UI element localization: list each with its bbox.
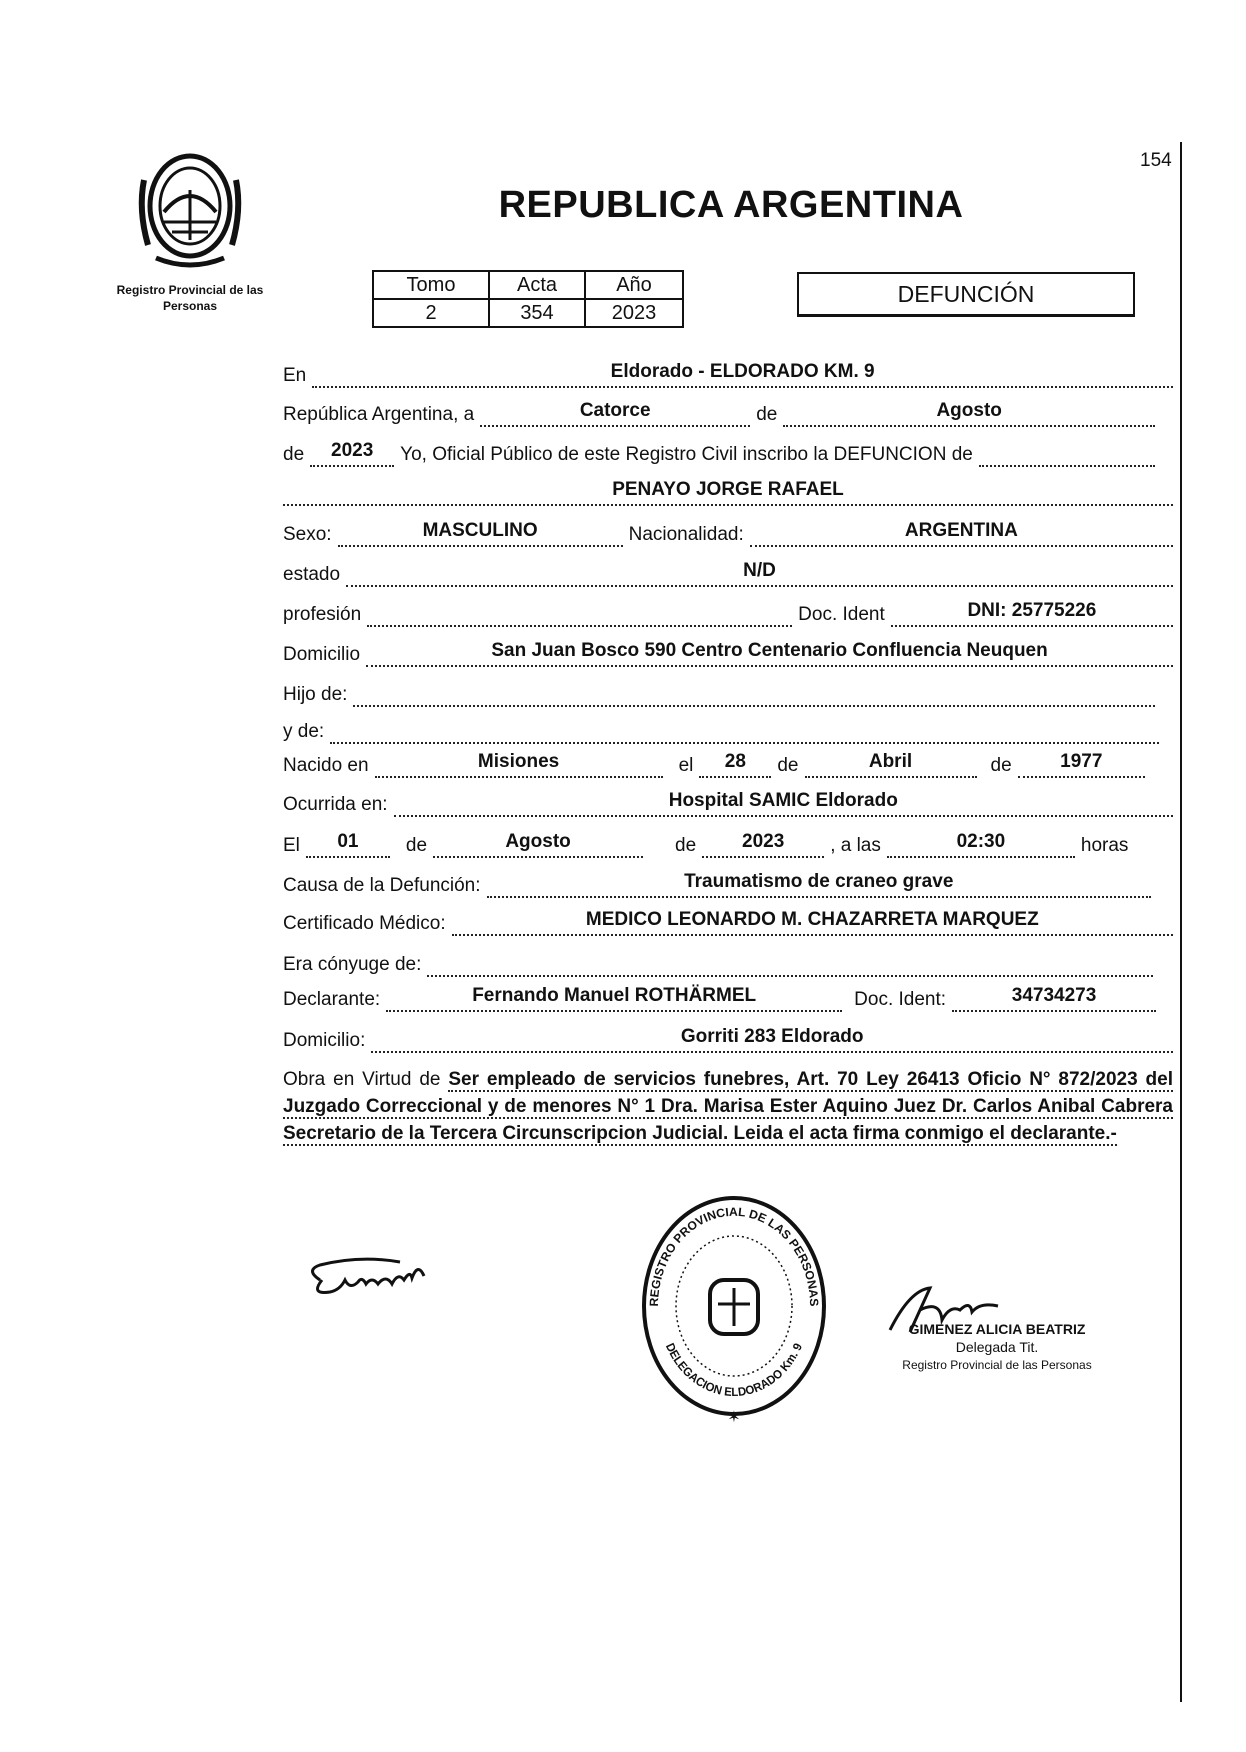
month-field: Agosto xyxy=(783,399,1155,427)
declarant-doc-field: 34734273 xyxy=(952,984,1156,1012)
stamp-bottom-text: DELEGACION ELDORADO Km. 9 xyxy=(662,1340,806,1400)
doc-label: Doc. Ident xyxy=(798,604,885,625)
deceased-name-field: PENAYO JORGE RAFAEL xyxy=(283,478,1173,506)
sex-field: MASCULINO xyxy=(338,519,623,547)
declarante-label: Declarante: xyxy=(283,989,381,1010)
row-year xyxy=(283,437,1173,467)
row-profesion xyxy=(283,597,1173,627)
spouse-field xyxy=(427,949,1153,977)
tomo-value: 2 xyxy=(373,299,489,327)
republica-label: República Argentina, a xyxy=(283,404,475,425)
de-label: de xyxy=(283,444,305,465)
row-sex xyxy=(283,517,1173,547)
official-name-stamp xyxy=(872,1320,1122,1374)
profesion-label: profesión xyxy=(283,604,362,625)
day-field: Catorce xyxy=(480,399,750,427)
right-margin-line xyxy=(1180,142,1182,1702)
sexo-label: Sexo: xyxy=(283,524,332,545)
hijo-label: Hijo de: xyxy=(283,684,348,705)
en-label: En xyxy=(283,365,307,386)
anio-header: Año xyxy=(585,271,683,299)
nacionalidad-label: Nacionalidad: xyxy=(628,524,744,545)
row-date xyxy=(283,397,1173,427)
el-label: El xyxy=(283,835,300,856)
row-causa xyxy=(283,868,1173,898)
year-field: 2023 xyxy=(310,439,394,467)
de-label: de xyxy=(756,404,778,425)
domicilio-label: Domicilio xyxy=(283,644,361,665)
official-org: Registro Provincial de las Personas xyxy=(902,1358,1092,1372)
horas-label: horas xyxy=(1080,835,1129,856)
doc2-label: Doc. Ident: xyxy=(854,989,947,1010)
row-birth xyxy=(283,748,1173,778)
birth-month-field: Abril xyxy=(805,750,977,778)
inscribo-text: Yo, Oficial Público de este Registro Civil inscribo la DEFUNCION de xyxy=(400,444,973,465)
nationality-field: ARGENTINA xyxy=(750,519,1173,547)
obra-paragraph xyxy=(283,1066,1173,1147)
registry-name: Registro Provincial de las Personas xyxy=(116,283,264,313)
de-label: de xyxy=(675,835,697,856)
row-yde xyxy=(283,714,1173,744)
page-number: 154 xyxy=(1140,150,1172,171)
acta-value: 354 xyxy=(489,299,585,327)
parent1-field xyxy=(353,679,1155,707)
row-hijo xyxy=(283,677,1173,707)
cause-field: Traumatismo de craneo grave xyxy=(487,870,1151,898)
parent2-field xyxy=(330,716,1159,744)
anio-value: 2023 xyxy=(585,299,683,327)
medical-certificate-field: MEDICO LEONARDO M. CHAZARRETA MARQUEZ xyxy=(452,908,1173,936)
row-ocurrida xyxy=(283,787,1173,817)
ocurrida-label: Ocurrida en: xyxy=(283,794,388,815)
row-estado xyxy=(283,557,1173,587)
civil-status-field: N/D xyxy=(346,559,1173,587)
official-role: Delegada Tit. xyxy=(955,1339,1039,1355)
declarant-signature xyxy=(300,1250,440,1310)
death-day-field: 01 xyxy=(306,830,390,858)
tomo-header: Tomo xyxy=(373,271,489,299)
el-label: el xyxy=(678,755,694,776)
row-conyuge xyxy=(283,947,1173,977)
star-icon: ✶ xyxy=(727,1409,741,1424)
conyuge-label: Era cónyuge de: xyxy=(283,954,422,975)
row-domicilio xyxy=(283,637,1173,667)
row-death-date xyxy=(283,828,1173,858)
yde-label: y de: xyxy=(283,721,325,742)
record-table xyxy=(372,270,684,328)
row-certificado xyxy=(283,906,1173,936)
obra-value: Ser empleado de servicios funebres, Art. 70 Ley 26413 Oficio N° 872/2023 del Juzgado Correccional y de menores N° 1 Dra. Marisa Ester Aquino Juez Dr. Carlos Anibal Cabrera Secretario de la Tercera Circunscripcion Judicial. Leida el acta firma conmigo el declarante.- xyxy=(283,1069,1173,1144)
death-time-field: 02:30 xyxy=(887,830,1075,858)
document-type-box: DEFUNCIÓN xyxy=(797,272,1135,317)
death-month-field: Agosto xyxy=(433,830,643,858)
row-place xyxy=(283,358,1173,388)
obra-label: Obra en Virtud de xyxy=(283,1069,441,1090)
declarant-address-field: Gorriti 283 Eldorado xyxy=(371,1025,1173,1053)
row-name xyxy=(283,476,1173,506)
certificado-label: Certificado Médico: xyxy=(283,913,446,934)
nacido-label: Nacido en xyxy=(283,755,369,776)
death-year-field: 2023 xyxy=(702,830,824,858)
birth-day-field: 28 xyxy=(699,750,771,778)
row-declarante xyxy=(283,982,1173,1012)
official-stamp xyxy=(638,1192,830,1424)
row-domicilio2 xyxy=(283,1023,1173,1053)
domicilio2-label: Domicilio: xyxy=(283,1030,366,1051)
page-title: REPUBLICA ARGENTINA xyxy=(498,184,964,226)
death-place-field: Hospital SAMIC Eldorado xyxy=(394,789,1173,817)
official-name: GIMENEZ ALICIA BEATRIZ xyxy=(908,1321,1086,1337)
alas-label: , a las xyxy=(830,835,881,856)
de-label: de xyxy=(990,755,1012,776)
profession-field xyxy=(367,599,792,627)
de-label: de xyxy=(405,835,428,856)
acta-header: Acta xyxy=(489,271,585,299)
estado-label: estado xyxy=(283,564,341,585)
place-field: Eldorado - ELDORADO KM. 9 xyxy=(312,360,1173,388)
declarant-field: Fernando Manuel ROTHÄRMEL xyxy=(386,984,842,1012)
birth-year-field: 1977 xyxy=(1018,750,1145,778)
stamp-top-text: REGISTRO PROVINCIAL DE LAS PERSONAS xyxy=(646,1204,822,1307)
dni-field: DNI: 25775226 xyxy=(891,599,1173,627)
address-field: San Juan Bosco 590 Centro Centenario Confluencia Neuquen xyxy=(366,639,1173,667)
birthplace-field: Misiones xyxy=(375,750,663,778)
causa-label: Causa de la Defunción: xyxy=(283,875,481,896)
de-label: de xyxy=(777,755,799,776)
blank-field xyxy=(979,439,1155,467)
